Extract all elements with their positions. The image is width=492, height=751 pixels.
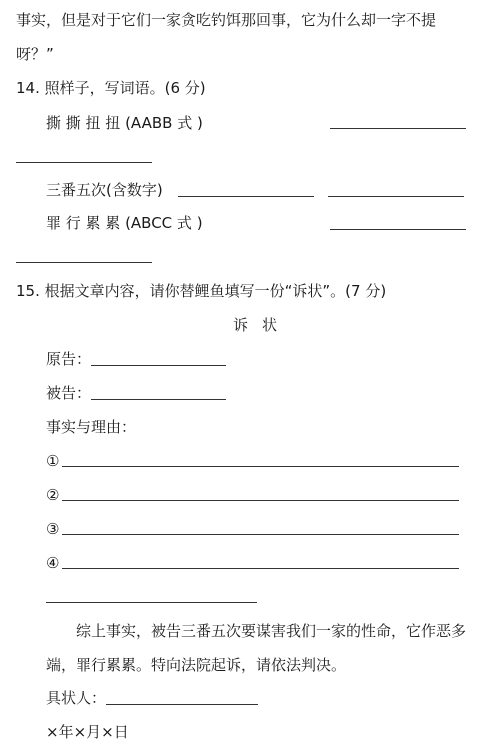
item-blank-4[interactable] bbox=[62, 568, 459, 569]
q14-example-2: 三番五次(含数字) bbox=[46, 181, 163, 199]
intro-line-2: 呀？” bbox=[16, 45, 54, 63]
item-blank-3[interactable] bbox=[62, 534, 459, 535]
complaint-title: 诉状 bbox=[233, 316, 292, 334]
q14-answer-blank-2a[interactable] bbox=[178, 196, 314, 197]
q14-answer-blank-1b[interactable] bbox=[16, 162, 152, 163]
plaintiff-label: 原告： bbox=[46, 350, 92, 368]
q14-example-3: 罪 行 累 累 (ABCC 式 ) bbox=[46, 214, 203, 232]
q14-answer-blank-2b[interactable] bbox=[328, 196, 464, 197]
plaintiff-blank[interactable] bbox=[91, 365, 226, 366]
item-blank-1[interactable] bbox=[62, 466, 459, 467]
item-blank-2[interactable] bbox=[62, 500, 459, 501]
item-marker-4: ④ bbox=[46, 554, 60, 572]
defendant-label: 被告： bbox=[46, 384, 92, 402]
q14-answer-blank-3b[interactable] bbox=[16, 262, 152, 263]
summary-line-2: 端，罪行累累。特向法院起诉，请依法判决。 bbox=[46, 656, 347, 674]
facts-label: 事实与理由： bbox=[46, 418, 137, 436]
q14-answer-blank-3[interactable] bbox=[330, 229, 466, 230]
item-blank-4b[interactable] bbox=[46, 602, 257, 603]
summary-line-1: 综上事实，被告三番五次要谋害我们一家的性命，它作恶多 bbox=[76, 622, 467, 640]
intro-line-1: 事实，但是对于它们一家贪吃钓饵那回事，它为什么却一字不提 bbox=[16, 11, 437, 29]
q14-answer-blank-1[interactable] bbox=[330, 128, 466, 129]
item-marker-2: ② bbox=[46, 486, 60, 504]
defendant-blank[interactable] bbox=[91, 399, 226, 400]
item-marker-1: ① bbox=[46, 452, 60, 470]
signer-label: 具状人： bbox=[46, 689, 107, 707]
date-line: ×年×月×日 bbox=[46, 723, 129, 741]
signer-blank[interactable] bbox=[106, 704, 258, 705]
q15-title: 15. 根据文章内容，请你替鲤鱼填写一份“诉状”。(7 分) bbox=[16, 282, 387, 300]
q14-title: 14. 照样子，写词语。(6 分) bbox=[16, 79, 206, 97]
q14-example-1: 撕 撕 扭 扭 (AABB 式 ) bbox=[46, 114, 203, 132]
item-marker-3: ③ bbox=[46, 520, 60, 538]
